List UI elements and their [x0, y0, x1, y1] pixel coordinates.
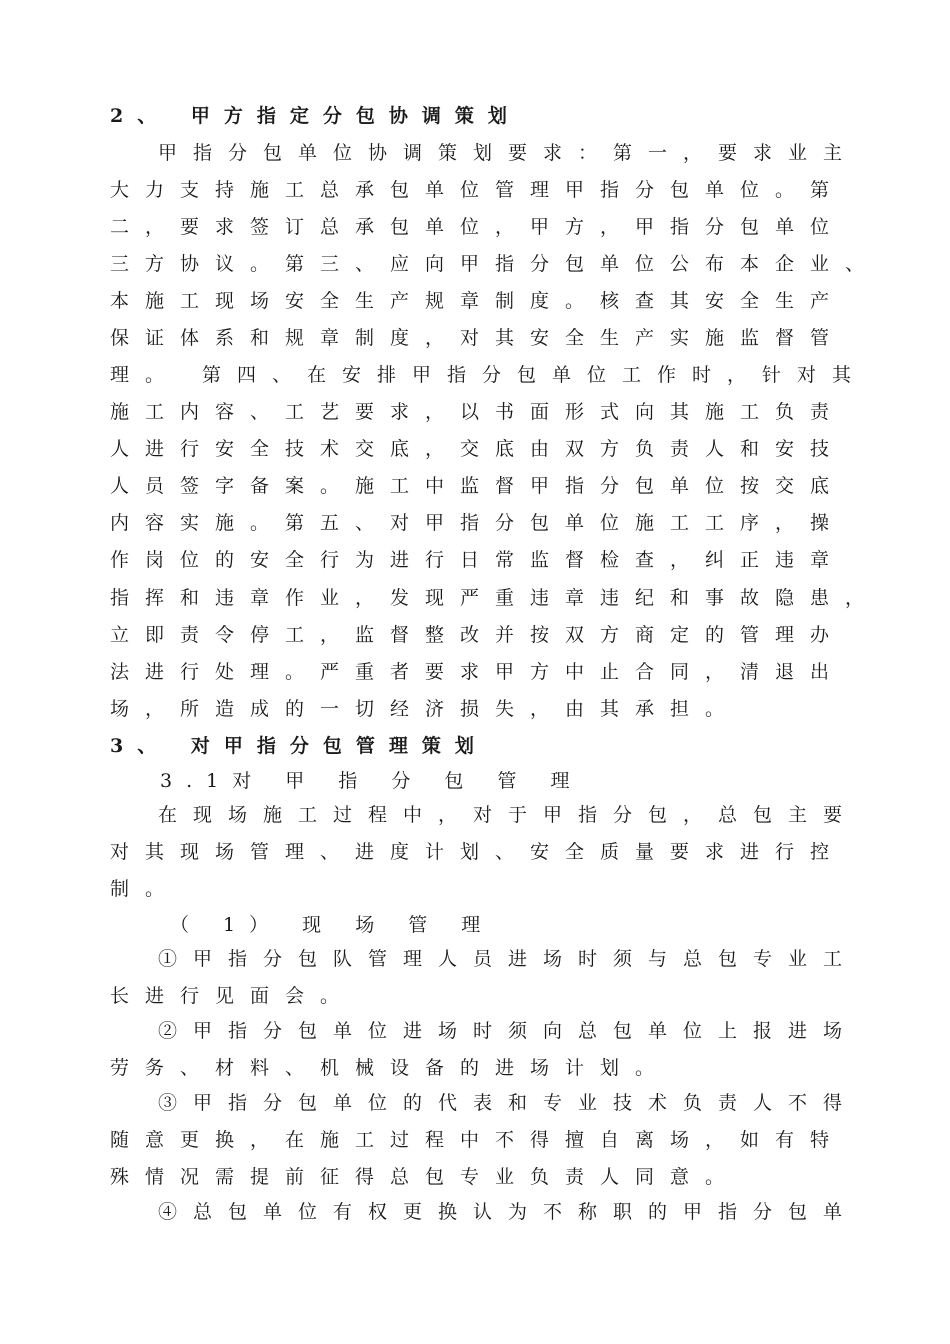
paragraph-line: 二，要求签订总承包单位，甲方，甲指分包单位 [110, 216, 846, 238]
paragraph-line: 大力支持施工总承包单位管理甲指分包单位。第 [110, 179, 846, 201]
paragraph-line: 甲指分包单位协调策划要求：第一，要求业主 [158, 142, 859, 164]
paragraph-line: 施工内容、工艺要求，以书面形式向其施工负责 [110, 401, 846, 423]
paragraph-line: 立即责令停工，监督整改并按双方商定的管理办 [110, 624, 846, 646]
paragraph-line: 作岗位的安全行为进行日常监督检查，纠正违章 [110, 549, 846, 571]
list-item: ③甲指分包单位的代表和专业技术负责人不得 [158, 1092, 859, 1114]
paragraph-line: 场，所造成的一切经济损失，由其承担。 [110, 698, 741, 720]
site-management-heading: （ 1） 现 场 管 理 [170, 914, 495, 936]
list-item: ①甲指分包队管理人员进场时须与总包专业工 [158, 948, 859, 970]
paragraph-line: 法进行处理。严重者要求甲方中止合同，清退出 [110, 661, 846, 683]
paragraph-line: 理。 第四、在安排甲指分包单位工作时，针对其 [110, 364, 868, 386]
paragraph-line: 对其现场管理、进度计划、安全质量要求进行控 [110, 841, 846, 863]
list-item-continuation: 随意更换，在施工过程中不得擅自离场，如有特 [110, 1129, 846, 1151]
paragraph-line: 保证体系和规章制度，对其安全生产实施监督管 [110, 327, 846, 349]
paragraph-line: 内容实施。第五、对甲指分包单位施工工序，操 [110, 512, 846, 534]
paragraph-line: 制。 [110, 878, 181, 900]
paragraph-line: 人进行安全技术交底，交底由双方负责人和安技 [110, 438, 846, 460]
list-item: ④总包单位有权更换认为不称职的甲指分包单 [158, 1201, 859, 1223]
paragraph-line: 三方协议。第三、应向甲指分包单位公布本企业、 [110, 253, 881, 275]
paragraph-line: 在现场施工过程中，对于甲指分包，总包主要 [158, 804, 859, 826]
section-3-heading: 3、 对甲指分包管理策划 [110, 735, 488, 757]
paragraph-line: 本施工现场安全生产规章制度。核查其安全生产 [110, 290, 846, 312]
paragraph-line: 人员签字备案。施工中监督甲指分包单位按交底 [110, 475, 846, 497]
list-item-continuation: 长进行见面会。 [110, 985, 356, 1007]
list-item-continuation: 劳务、材料、机械设备的进场计划。 [110, 1057, 671, 1079]
list-item: ②甲指分包单位进场时须向总包单位上报进场 [158, 1020, 859, 1042]
list-item-continuation: 殊情况需提前征得总包专业负责人同意。 [110, 1166, 741, 1188]
section-3-1-heading: 3.1对 甲 指 分 包 管 理 [160, 770, 584, 792]
paragraph-line: 指挥和违章作业，发现严重违章违纪和事故隐患， [110, 587, 881, 609]
section-2-heading: 2、 甲方指定分包协调策划 [110, 105, 521, 127]
